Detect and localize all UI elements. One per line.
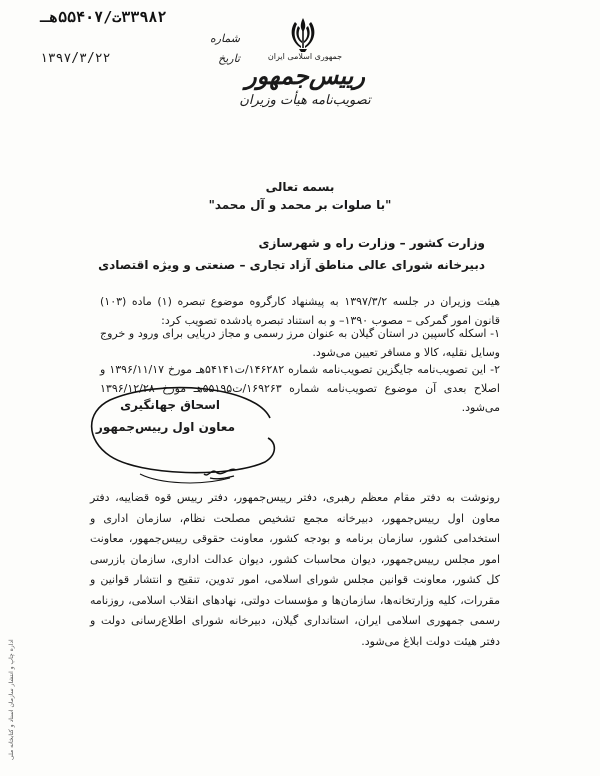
intro-paragraph: هیئت وزیران در جلسه ۱۳۹۷/۳/۲ به پیشنهاد کارگروه موضوع تبصره (۱) ماده (۱۰۳) قانون امور گمرکی – مصوب ۱۳۹۰– و به استناد تبصره یادشده تصویب کرد: bbox=[100, 295, 500, 327]
reference-number: ٣٣٩٨٢ت/۵۵۴۰۷هـ bbox=[40, 8, 167, 26]
recipients bbox=[98, 232, 485, 276]
date-value: ۱۳۹۷/۳/۲۲ bbox=[40, 51, 111, 66]
basmala: بسمه تعالی bbox=[265, 180, 335, 194]
recipient-line: دبیرخانه شورای عالی مناطق آزاد تجاری – صنعتی و ویژه اقتصادی bbox=[98, 258, 485, 272]
number-line bbox=[40, 32, 240, 45]
republic-label: جمهوری اسلامی ایران bbox=[267, 52, 343, 61]
item-1-paragraph: ۱- اسکله کاسپین در استان گیلان به عنوان مرز رسمی و مجاز دریایی برای ورود و خروج وسایل نقلیه، کالا و مسافر تعیین می‌شود. bbox=[100, 327, 500, 359]
number-label: شماره bbox=[209, 32, 240, 45]
president-title: رییس‌جمهور bbox=[245, 61, 365, 90]
letterhead bbox=[200, 52, 410, 108]
signatory-title: معاون اول رییس‌جمهور bbox=[95, 420, 235, 434]
item-2-paragraph: ۲- این تصویب‌نامه جایگزین تصویب‌نامه شماره ۱۴۶۲۸۲/ت۵۴۱۴۱هـ مورخ ۱۳۹۶/۱۱/۱۷ و اصلاح بعدی آن موضوع تصویب‌نامه شماره ۱۶۹۲۶۳/ت۵۵۱۹۵هـ مورخ ۱۳۹۶/۱۲/۲۸ می‌شود. bbox=[100, 363, 501, 414]
margin-note-text: اداره چاپ و انتشار سازمان اسناد و کتابخانه ملی bbox=[8, 639, 15, 760]
salawat: "با صلوات بر محمد و آل محمد" bbox=[208, 198, 392, 212]
recipient-line: وزارت کشور – وزارت راه و شهرسازی bbox=[258, 236, 485, 250]
cabinet-decree-subtitle: تصویب‌نامه هیأت وزیران bbox=[239, 93, 371, 108]
margin-note bbox=[6, 620, 20, 760]
carbon-copy-paragraph: رونوشت به دفتر مقام معظم رهبری، دفتر رییس‌جمهور، دفتر رییس قوه قضاییه، دفتر معاون اول رییس‌جمهور، دبیرخانه مجمع تشخیص مصلحت نظام، سازمان اداری و استخدامی کشور، سازمان برنامه و بودجه کشور، معاونت حقوقی رییس‌جمهور، معاونت امور مجلس رییس‌جمهور، دیوان محاسبات کشور، دیوان عدالت اداری، سازمان بازرسی کل کشور، معاونت قوانین مجلس شورای اسلامی، امور تدوین، تنقیح و انتشار قوانین و مقررات، کلیه وزارتخانه‌ها، سازمان‌ها و مؤسسات دولتی، نهادهای انقلاب اسلامی، روزنامه رسمی جمهوری اسلامی ایران، استانداری گیلان، دبیرخانه شورای اطلاع‌رسانی دولت و دفتر هیئت دولت ابلاغ می‌شود. bbox=[90, 491, 500, 648]
signature-scribble-icon bbox=[200, 464, 240, 484]
signatory-name: اسحاق جهانگیری bbox=[120, 398, 220, 412]
date-label: تاریخ bbox=[218, 52, 240, 65]
iran-emblem-icon bbox=[283, 14, 323, 54]
